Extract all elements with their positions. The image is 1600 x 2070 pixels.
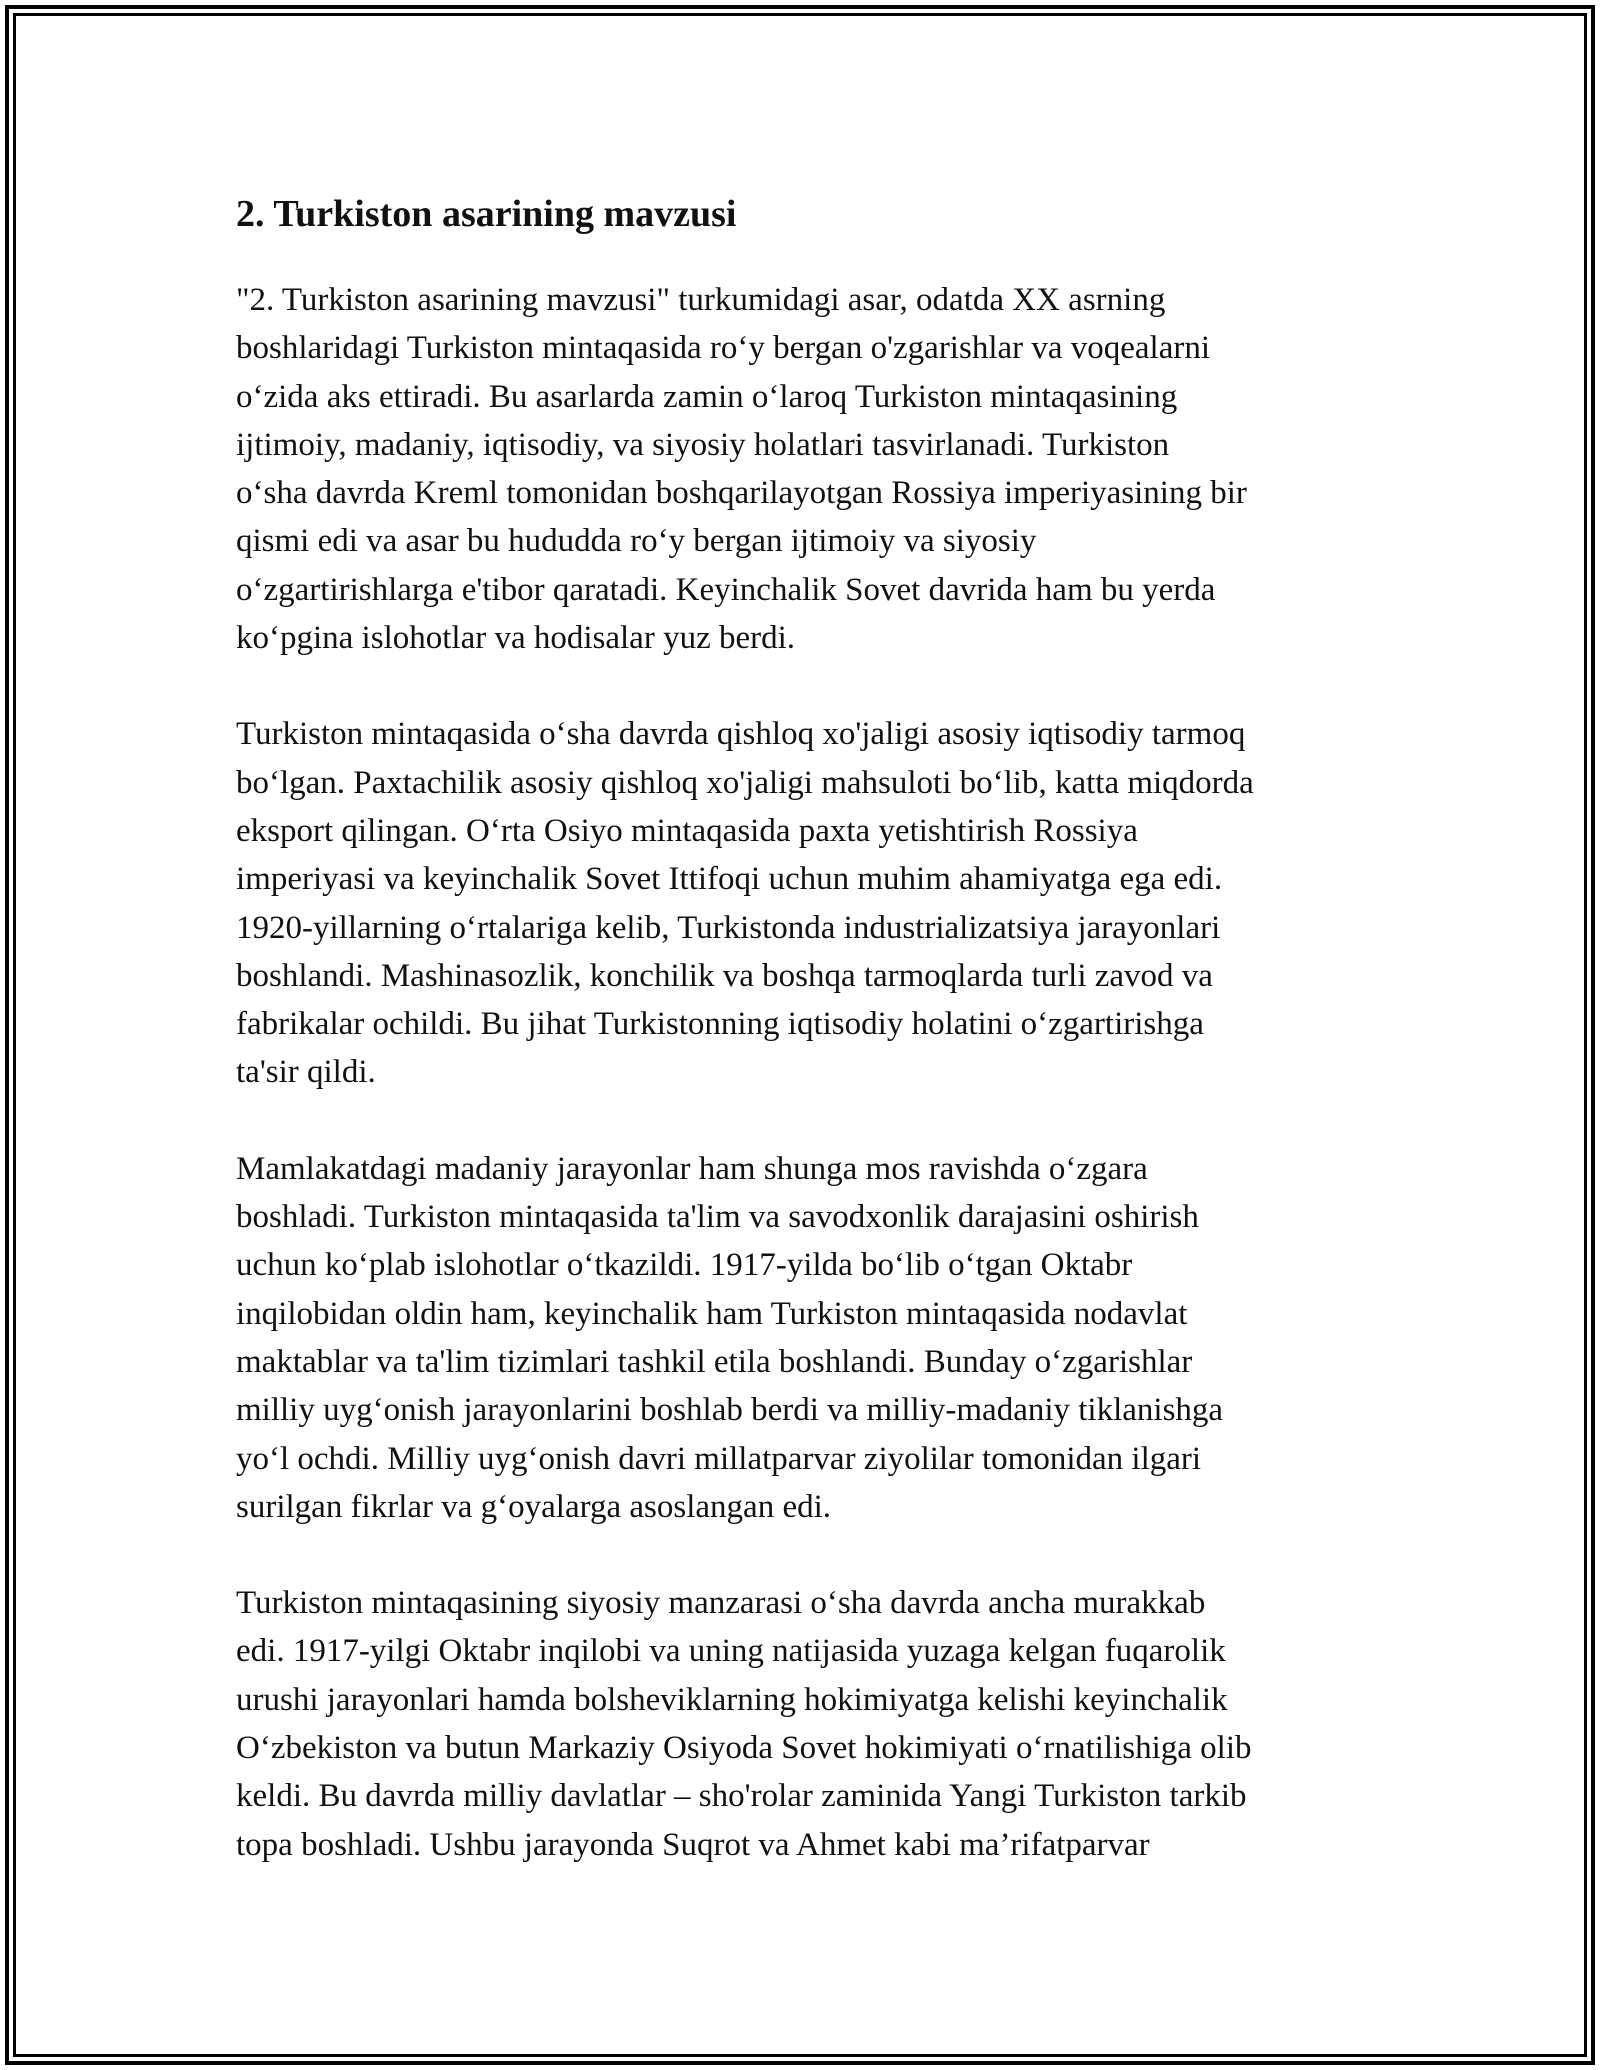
text-line: ko‘pgina islohotlar va hodisalar yuz berdi. — [236, 620, 796, 657]
text-line: o‘zgartirishlarga e'tibor qaratadi. Keyinchalik Sovet davrida ham bu yerda — [236, 571, 1216, 608]
text-line: Mamlakatdagi madaniy jarayonlar ham shunga mos ravishda o‘zgara — [236, 1150, 1148, 1187]
text-line: "2. Turkiston asarining mavzusi" turkumidagi asar, odatda XX asrning — [236, 282, 1166, 318]
text-line: boshladi. Turkiston mintaqasida ta'lim va savodxonlik darajasini oshirish — [236, 1199, 1199, 1236]
text-line: inqilobidan oldin ham, keyinchalik ham Turkiston mintaqasida nodavlat — [236, 1295, 1188, 1332]
document-body — [236, 186, 1376, 1917]
text-line: boshlaridagi Turkiston mintaqasida ro‘y bergan o'zgarishlar va voqealarni — [236, 330, 1211, 367]
text-line: qismi edi va asar bu hududda ro‘y bergan ijtimoiy va siyosiy — [236, 523, 1037, 560]
text-line: edi. 1917-yilgi Oktabr inqilobi va uning natijasida yuzaga kelgan fuqarolik — [236, 1633, 1226, 1670]
text-line: yo‘l ochdi. Milliy uyg‘onish davri millatparvar ziyolilar tomonidan ilgari — [236, 1440, 1202, 1477]
text-line: bo‘lgan. Paxtachilik asosiy qishloq xo'jaligi mahsuloti bo‘lib, katta miqdorda — [236, 764, 1254, 801]
text-line: urushi jarayonlari hamda bolsheviklarning hokimiyatga kelishi keyinchalik — [236, 1681, 1228, 1718]
paragraph-4 — [236, 1579, 1376, 1869]
text-line: eksport qilingan. O‘rta Osiyo mintaqasida paxta yetishtirish Rossiya — [236, 812, 1138, 849]
text-line: 1920-yillarning o‘rtalariga kelib, Turkistonda industrializatsiya jarayonlari — [236, 909, 1221, 946]
text-line: boshlandi. Mashinasozlik, konchilik va boshqa tarmoqlarda turli zavod va — [236, 957, 1213, 994]
text-line: keldi. Bu davrda milliy davlatlar – sho'rolar zaminida Yangi Turkiston tarkib — [236, 1778, 1247, 1815]
text-line: Turkiston mintaqasida o‘sha davrda qishloq xo'jaligi asosiy iqtisodiy tarmoq — [236, 716, 1246, 753]
text-line: ijtimoiy, madaniy, iqtisodiy, va siyosiy holatlari tasvirlanadi. Turkiston — [236, 426, 1170, 463]
text-line: Turkiston mintaqasining siyosiy manzarasi o‘sha davrda ancha murakkab — [236, 1585, 1206, 1622]
text-line: milliy uyg‘onish jarayonlarini boshlab berdi va milliy-madaniy tiklanishga — [236, 1392, 1224, 1429]
paragraph-1 — [236, 276, 1376, 662]
text-line: ta'sir qildi. — [236, 1054, 376, 1091]
text-line: fabrikalar ochildi. Bu jihat Turkistonning iqtisodiy holatini o‘zgartirishga — [236, 1006, 1204, 1043]
text-line: o‘zida aks ettiradi. Bu asarlarda zamin o‘laroq Turkiston mintaqasining — [236, 378, 1178, 415]
text-line: uchun ko‘plab islohotlar o‘tkazildi. 1917-yilda bo‘lib o‘tgan Oktabr — [236, 1247, 1133, 1284]
text-line: imperiyasi va keyinchalik Sovet Ittifoqi uchun muhim ahamiyatga ega edi. — [236, 861, 1223, 898]
paragraph-3 — [236, 1145, 1376, 1531]
text-line: maktablar va ta'lim tizimlari tashkil etila boshlandi. Bunday o‘zgarishlar — [236, 1343, 1193, 1380]
document-title: 2. Turkiston asarining mavzusi — [236, 193, 737, 235]
text-line: surilgan fikrlar va g‘oyalarga asoslangan edi. — [236, 1488, 832, 1525]
paragraph-2 — [236, 710, 1376, 1096]
text-line: topa boshladi. Ushbu jarayonda Suqrot va Ahmet kabi ma’rifatparvar — [236, 1826, 1150, 1863]
text-line: O‘zbekiston va butun Markaziy Osiyoda Sovet hokimiyati o‘rnatilishiga olib — [236, 1730, 1252, 1767]
text-line: o‘sha davrda Kreml tomonidan boshqarilayotgan Rossiya imperiyasining bir — [236, 475, 1247, 512]
